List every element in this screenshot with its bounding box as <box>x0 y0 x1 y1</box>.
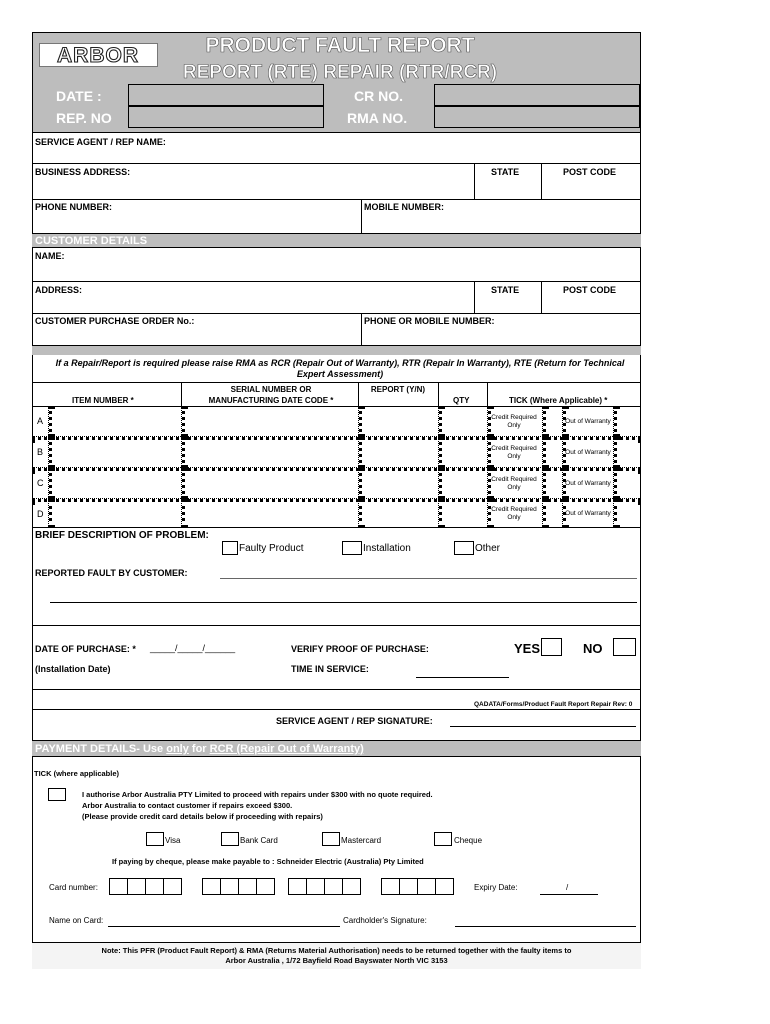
reported-fault-line[interactable] <box>220 578 637 579</box>
agent-name-label: SERVICE AGENT / REP NAME: <box>35 137 166 147</box>
authorise-line-1: I authorise Arbor Australia PTY Limited to proceed with repairs under $300 with no quote required. <box>82 790 433 799</box>
date-label: DATE : <box>56 88 102 104</box>
divider <box>541 163 542 199</box>
report-cell[interactable] <box>359 406 438 437</box>
divider <box>474 163 475 199</box>
tick-where-applicable-label: TICK (where applicable) <box>34 769 120 778</box>
bankcard-checkbox[interactable] <box>221 832 239 846</box>
installation-checkbox[interactable] <box>342 541 362 555</box>
agent-state-label: STATE <box>491 167 520 177</box>
table-row <box>32 499 641 528</box>
purchase-order-label: CUSTOMER PURCHASE ORDER No.: <box>35 316 195 326</box>
divider <box>32 199 641 200</box>
row-letter: B <box>37 447 44 457</box>
out-of-warranty-checkbox[interactable] <box>614 406 641 437</box>
report-cell[interactable] <box>359 468 438 499</box>
credit-required-label: Credit Required Only <box>491 476 537 491</box>
cardholder-signature-line[interactable] <box>455 926 636 927</box>
signature-label: SERVICE AGENT / REP SIGNATURE: <box>276 716 433 726</box>
visa-label: Visa <box>165 836 181 845</box>
out-of-warranty-label: Out of Warranty <box>565 510 611 517</box>
item-number-cell[interactable] <box>49 499 181 528</box>
divider <box>181 382 182 406</box>
card-number-group <box>202 878 275 895</box>
card-number-group <box>109 878 182 895</box>
row-letter: D <box>37 509 44 519</box>
footer-note-line-1: Note: This PFR (Product Fault Report) & RMA (Returns Material Authorisation) needs to be returned together with the faulty items to <box>101 946 572 955</box>
other-checkbox[interactable] <box>454 541 474 555</box>
installation-label: Installation <box>363 543 411 554</box>
row-letter: C <box>37 478 44 488</box>
card-number-group <box>288 878 361 895</box>
card-digit-box[interactable] <box>257 878 275 895</box>
customer-state-label: STATE <box>491 285 520 295</box>
signature-line[interactable] <box>450 726 636 727</box>
serial-number-cell[interactable] <box>182 468 358 499</box>
divider <box>32 281 641 282</box>
yes-checkbox[interactable] <box>541 638 562 656</box>
serial-number-cell[interactable] <box>182 406 358 437</box>
divider <box>32 527 641 528</box>
card-digit-box[interactable] <box>418 878 436 895</box>
report-cell[interactable] <box>359 499 438 528</box>
credit-required-label: Credit Required Only <box>491 445 537 460</box>
card-digit-box[interactable] <box>307 878 325 895</box>
verify-label: VERIFY PROOF OF PURCHASE: <box>291 644 429 654</box>
payment-title-prefix: PAYMENT DETAILS- Use <box>35 743 167 755</box>
card-digit-box[interactable] <box>110 878 128 895</box>
mobile-label: MOBILE NUMBER: <box>364 202 444 212</box>
row-letter: A <box>37 416 44 426</box>
credit-required-label: Credit Required Only <box>491 414 537 429</box>
time-in-service-label: TIME IN SERVICE: <box>291 664 369 674</box>
qty-cell[interactable] <box>439 437 487 468</box>
payment-title-middle: for <box>188 743 210 755</box>
cheque-payable-note: If paying by cheque, please make payable to : Schneider Electric (Australia) Pty Limited <box>112 857 424 866</box>
divider <box>32 163 641 164</box>
item-number-cell[interactable] <box>49 437 181 468</box>
report-cell[interactable] <box>359 437 438 468</box>
yes-label: YES <box>514 641 541 656</box>
credit-required-label: Credit Required Only <box>491 506 537 521</box>
problem-label: BRIEF DESCRIPTION OF PROBLEM: <box>35 530 209 541</box>
divider <box>487 382 488 406</box>
cheque-checkbox[interactable] <box>434 832 452 846</box>
card-digit-box[interactable] <box>164 878 182 895</box>
table-row <box>32 468 641 499</box>
out-of-warranty-checkbox[interactable] <box>614 468 641 499</box>
credit-required-checkbox[interactable] <box>543 406 562 437</box>
page-subtitle: REPORT (RTE) REPAIR (RTR/RCR) <box>182 62 498 83</box>
card-number-group <box>381 878 454 895</box>
agent-postcode-label: POST CODE <box>563 167 617 177</box>
authorise-line-3: (Please provide credit card details below if proceeding with repairs) <box>82 812 323 821</box>
out-of-warranty-checkbox[interactable] <box>614 499 641 528</box>
customer-name-label: NAME: <box>35 251 65 261</box>
footer-note-line-2: Arbor Australia , 1/72 Bayfield Road Bayswater North VIC 3153 <box>225 956 448 965</box>
authorise-checkbox[interactable] <box>48 788 66 801</box>
qty-cell[interactable] <box>439 406 487 437</box>
card-digit-box[interactable] <box>382 878 400 895</box>
svg-text:ARBOR: ARBOR <box>57 44 139 66</box>
customer-section-title: CUSTOMER DETAILS <box>35 235 148 247</box>
qty-cell[interactable] <box>439 468 487 499</box>
credit-required-checkbox[interactable] <box>543 468 562 499</box>
payment-section-title <box>35 743 364 755</box>
card-digit-box[interactable] <box>221 878 239 895</box>
rep-no-label: REP. NO <box>56 110 112 126</box>
card-digit-box[interactable] <box>343 878 361 895</box>
divider <box>438 382 439 406</box>
phone-label: PHONE NUMBER: <box>35 202 113 212</box>
card-digit-box[interactable] <box>146 878 164 895</box>
header-serial: SERIAL NUMBER OR MANUFACTURING DATE CODE * <box>208 385 334 405</box>
gray-spacer <box>32 345 641 355</box>
item-number-cell[interactable] <box>49 406 181 437</box>
no-checkbox[interactable] <box>613 638 636 656</box>
header-report: REPORT (Y/N) <box>370 385 426 394</box>
card-digit-box[interactable] <box>289 878 307 895</box>
expiry-slash: / <box>566 883 569 892</box>
payment-section-header <box>32 740 641 757</box>
table-top-line <box>32 382 641 383</box>
name-on-card-label: Name on Card: <box>49 916 104 925</box>
credit-required-checkbox[interactable] <box>543 437 562 468</box>
date-of-purchase-label: DATE OF PURCHASE: * <box>35 644 136 654</box>
card-number-label: Card number: <box>49 883 98 892</box>
header-tick: TICK (Where Applicable) * <box>509 396 608 405</box>
card-digit-box[interactable] <box>239 878 257 895</box>
serial-number-cell[interactable] <box>182 499 358 528</box>
card-digit-box[interactable] <box>128 878 146 895</box>
page-title: PRODUCT FAULT REPORT <box>205 34 475 57</box>
expiry-date-line[interactable] <box>540 894 598 895</box>
cr-no-label: CR NO. <box>354 88 403 104</box>
card-digit-box[interactable] <box>203 878 221 895</box>
business-address-label: BUSINESS ADDRESS: <box>35 167 131 177</box>
installation-date-label: (Installation Date) <box>35 664 111 674</box>
out-of-warranty-label: Out of Warranty <box>565 418 611 425</box>
reported-fault-line-2[interactable] <box>50 602 637 603</box>
customer-postcode-label: POST CODE <box>563 285 617 295</box>
time-in-service-line[interactable] <box>416 677 509 678</box>
divider <box>32 313 641 314</box>
serial-number-cell[interactable] <box>182 437 358 468</box>
out-of-warranty-checkbox[interactable] <box>614 437 641 468</box>
divider <box>474 281 475 313</box>
no-label: NO <box>583 641 603 656</box>
mastercard-checkbox[interactable] <box>322 832 340 846</box>
table-row <box>32 406 641 437</box>
date-of-purchase-field[interactable]: _____/_____/______ <box>150 643 236 653</box>
divider <box>361 313 362 345</box>
repair-note: If a Repair/Report is required please raise RMA as RCR (Repair Out of Warranty), RTR (Repair In Warranty), RTE (Return for Technical Expert Assessment) <box>55 358 625 379</box>
payment-title-only: only <box>166 743 189 755</box>
card-digit-box[interactable] <box>325 878 343 895</box>
item-number-cell[interactable] <box>49 468 181 499</box>
faulty-product-checkbox[interactable] <box>222 541 238 555</box>
divider <box>361 199 362 233</box>
divider <box>32 625 641 626</box>
cheque-label: Cheque <box>454 836 483 845</box>
divider <box>541 281 542 313</box>
customer-phone-label: PHONE OR MOBILE NUMBER: <box>364 316 495 326</box>
authorise-line-2: Arbor Australia to contact customer if repairs exceed $300. <box>82 801 293 810</box>
mastercard-label: Mastercard <box>341 836 382 845</box>
table-row <box>32 437 641 468</box>
other-label: Other <box>475 543 501 554</box>
divider <box>358 382 359 406</box>
qty-cell[interactable] <box>439 499 487 528</box>
cardholder-signature-label: Cardholder's Signature: <box>343 916 427 925</box>
expiry-label: Expiry Date: <box>474 883 518 892</box>
header-item: ITEM NUMBER * <box>72 396 134 405</box>
reported-fault-label: REPORTED FAULT BY CUSTOMER: <box>35 568 188 578</box>
document-reference: QADATA/Forms/Product Fault Report Repair Rev: 0 <box>474 701 633 708</box>
payment-title-suffix: RCR (Repair Out of Warranty) <box>209 743 364 755</box>
header-qty: QTY <box>453 396 470 405</box>
divider <box>32 709 641 710</box>
card-digit-box[interactable] <box>400 878 418 895</box>
customer-section-header <box>32 233 641 248</box>
card-digit-box[interactable] <box>436 878 454 895</box>
customer-address-label: ADDRESS: <box>35 285 83 295</box>
divider <box>32 689 641 690</box>
rma-no-label: RMA NO. <box>347 110 408 126</box>
out-of-warranty-label: Out of Warranty <box>565 449 611 456</box>
faulty-product-label: Faulty Product <box>239 543 304 554</box>
visa-checkbox[interactable] <box>146 832 164 846</box>
out-of-warranty-label: Out of Warranty <box>565 480 611 487</box>
credit-required-checkbox[interactable] <box>543 499 562 528</box>
bankcard-label: Bank Card <box>240 836 278 845</box>
name-on-card-line[interactable] <box>108 926 340 927</box>
